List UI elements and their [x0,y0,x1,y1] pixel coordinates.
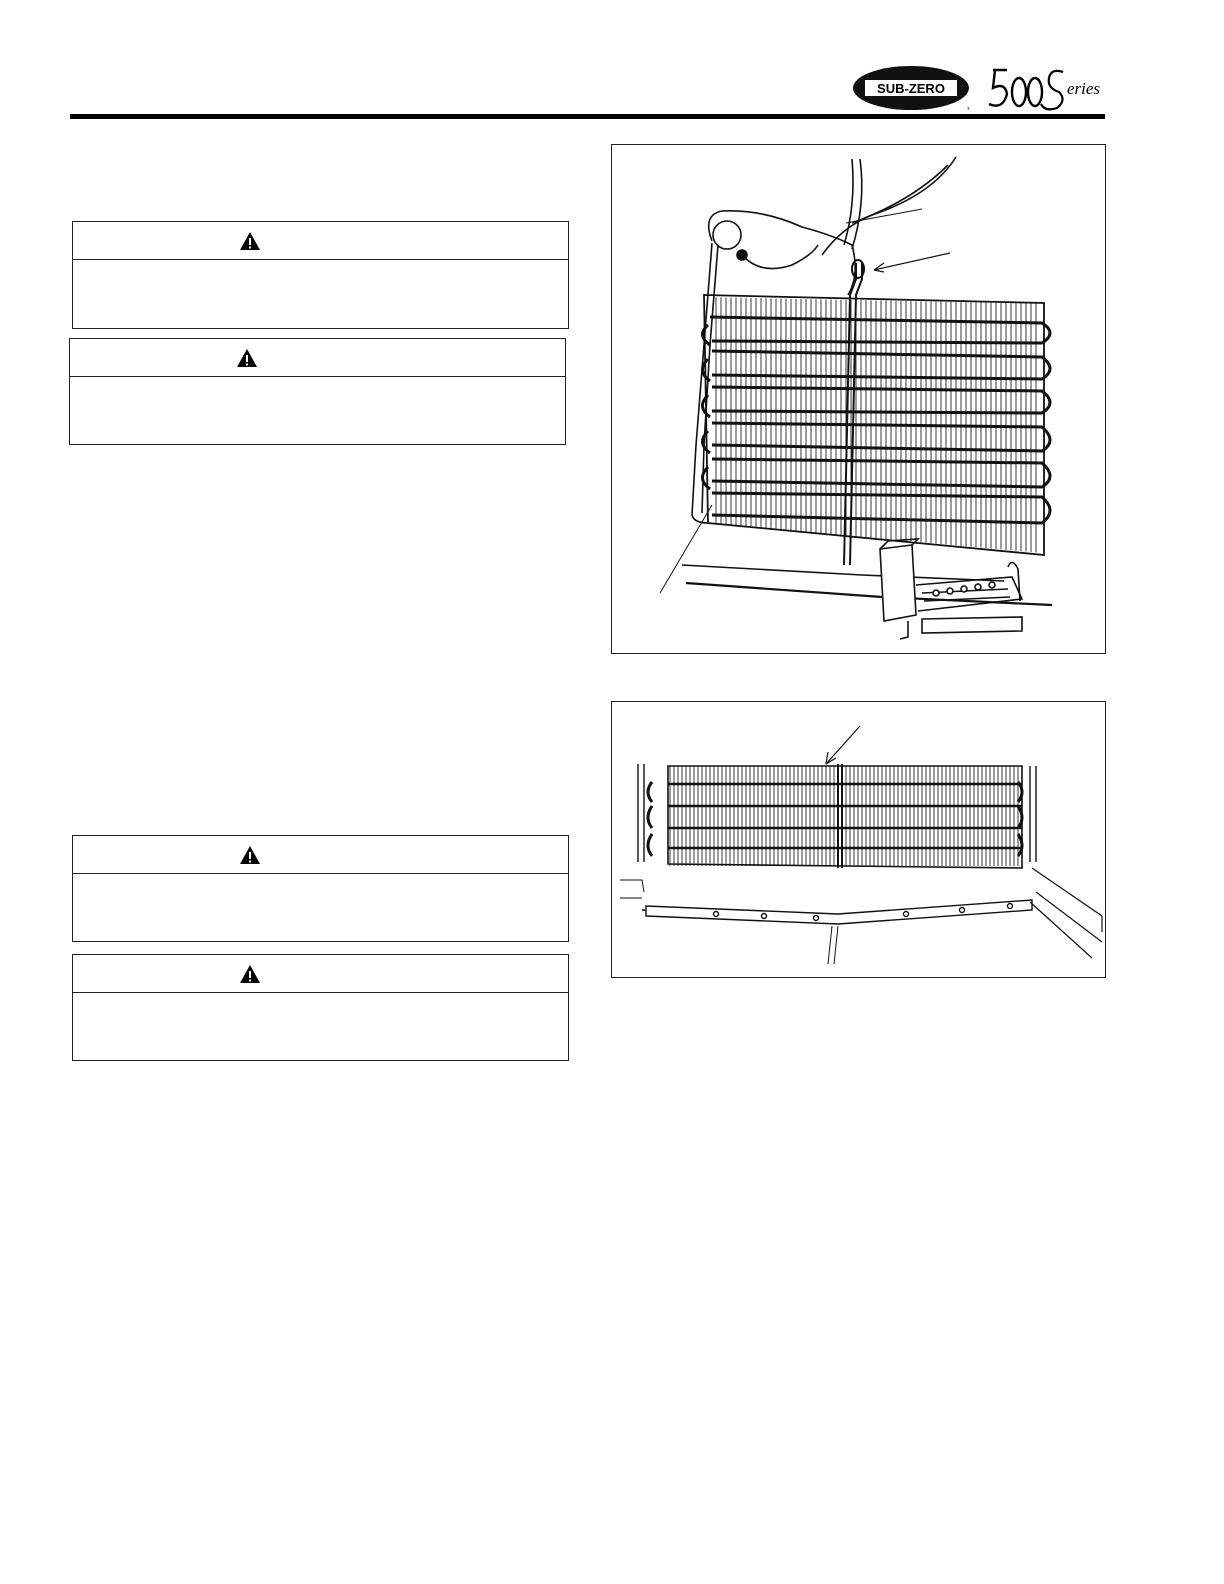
svg-text:®: ® [967,106,970,111]
warning-triangle-icon [236,348,258,368]
svg-text:SUB-ZERO: SUB-ZERO [877,81,945,96]
evaporator-coil-illustration [612,145,1107,655]
warning-triangle-icon [239,231,261,251]
figure-evaporator-coil [611,144,1106,654]
warning-header [73,955,568,993]
warning-box-1 [72,221,569,329]
evaporator-cover-illustration [612,702,1107,979]
sub-zero-logo [851,64,971,112]
warning-box-4 [72,954,569,1061]
warning-body [73,874,568,941]
warning-body [73,993,568,1060]
warning-header [73,222,568,260]
header-rule [70,114,1105,119]
svg-text:eries: eries [1067,79,1101,98]
warning-triangle-icon [239,845,261,865]
warning-box-2 [69,338,566,445]
figure-evaporator-cover [611,701,1106,978]
500-series-logo [985,58,1115,118]
warning-box-3 [72,835,569,942]
warning-header [73,836,568,874]
warning-header [70,339,565,377]
warning-body [73,260,568,328]
warning-body [70,377,565,444]
warning-triangle-icon [239,964,261,984]
